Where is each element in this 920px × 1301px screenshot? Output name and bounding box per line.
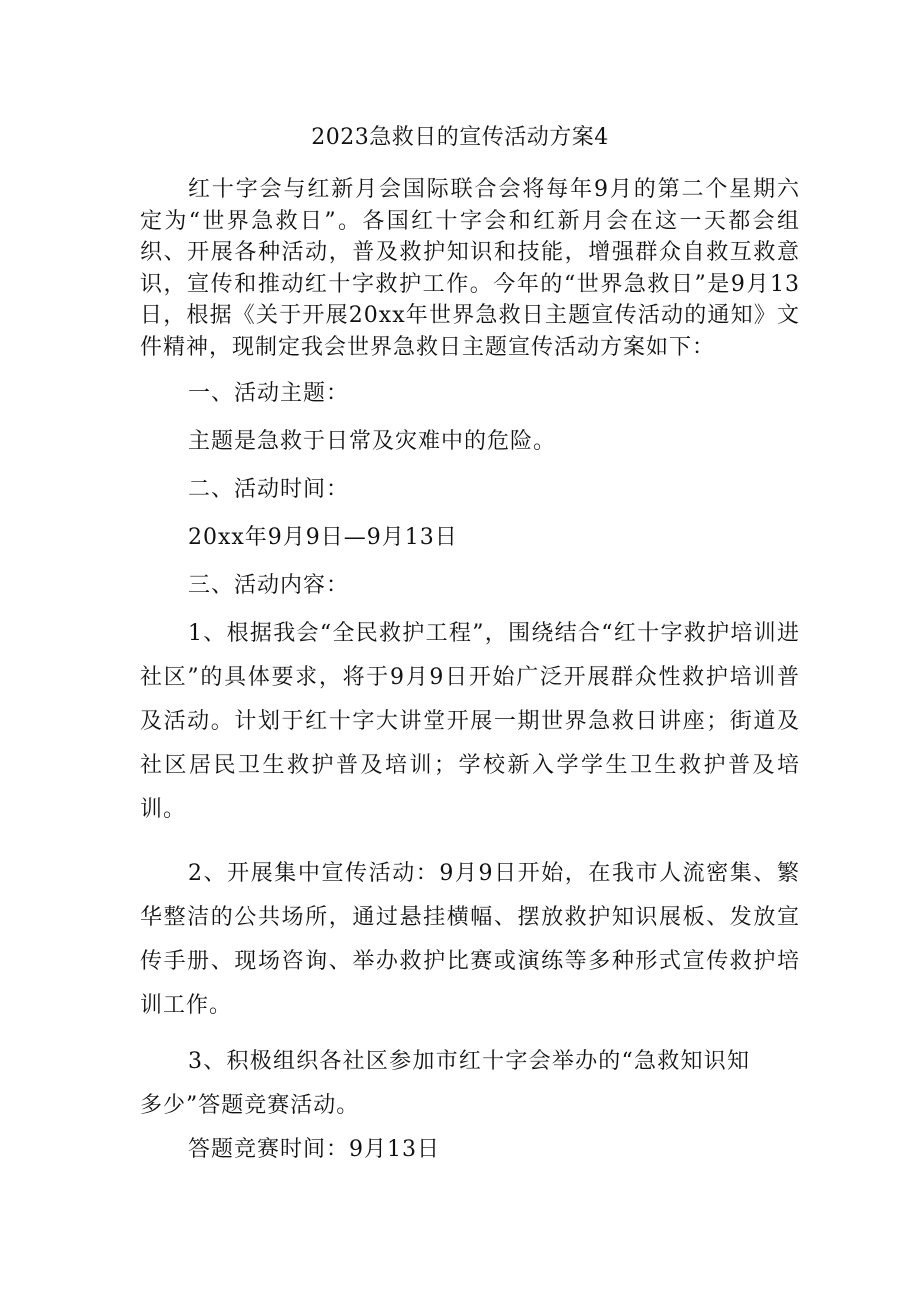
section2-heading: 二、活动时间： [188,477,350,502]
page-title: 2023急救日的宣传活动方案4 [311,125,609,150]
section1-heading: 一、活动主题： [188,381,350,406]
section2-text: 20xx年9月9日—9月13日 [188,525,458,550]
content-item-1: 1、根据我会“全民救护工程”，围绕结合“红十字救护培训进社区”的具体要求，将于9月9日开始广泛开展群众性救护培训普及活动。计划于红十字大讲堂开展一期世界急救日讲座；街道及社区居民卫生救护普及培训；学校新入学学生卫生救护普及培训。 [140,621,800,822]
section3-heading: 三、活动内容： [188,573,350,598]
intro-paragraph: 红十字会与红新月会国际联合会将每年9月的第二个星期六定为“世界急救日”。各国红十字会和红新月会在这一天都会组织、开展各种活动，普及救护知识和技能，增强群众自救互救意识，宣传和推动红十字救护工作。今年的“世界急救日”是9月13日，根据《关于开展20xx年世界急救日主题宣传活动的通知》文件精神，现制定我会世界急救日主题宣传活动方案如下： [140,177,800,360]
content-item-2: 2、开展集中宣传活动：9月9日开始，在我市人流密集、繁华整洁的公共场所，通过悬挂横幅、摆放救护知识展板、发放宣传手册、现场咨询、举办救护比赛或演练等多种形式宣传救护培训工作。 [140,861,800,1018]
section1-text: 主题是急救于日常及灾难中的危险。 [188,429,557,454]
content-item-3: 3、积极组织各社区参加市红十字会举办的“急救知识知多少”答题竞赛活动。 [140,1049,750,1118]
contest-time: 答题竞赛时间：9月13日 [188,1137,440,1162]
